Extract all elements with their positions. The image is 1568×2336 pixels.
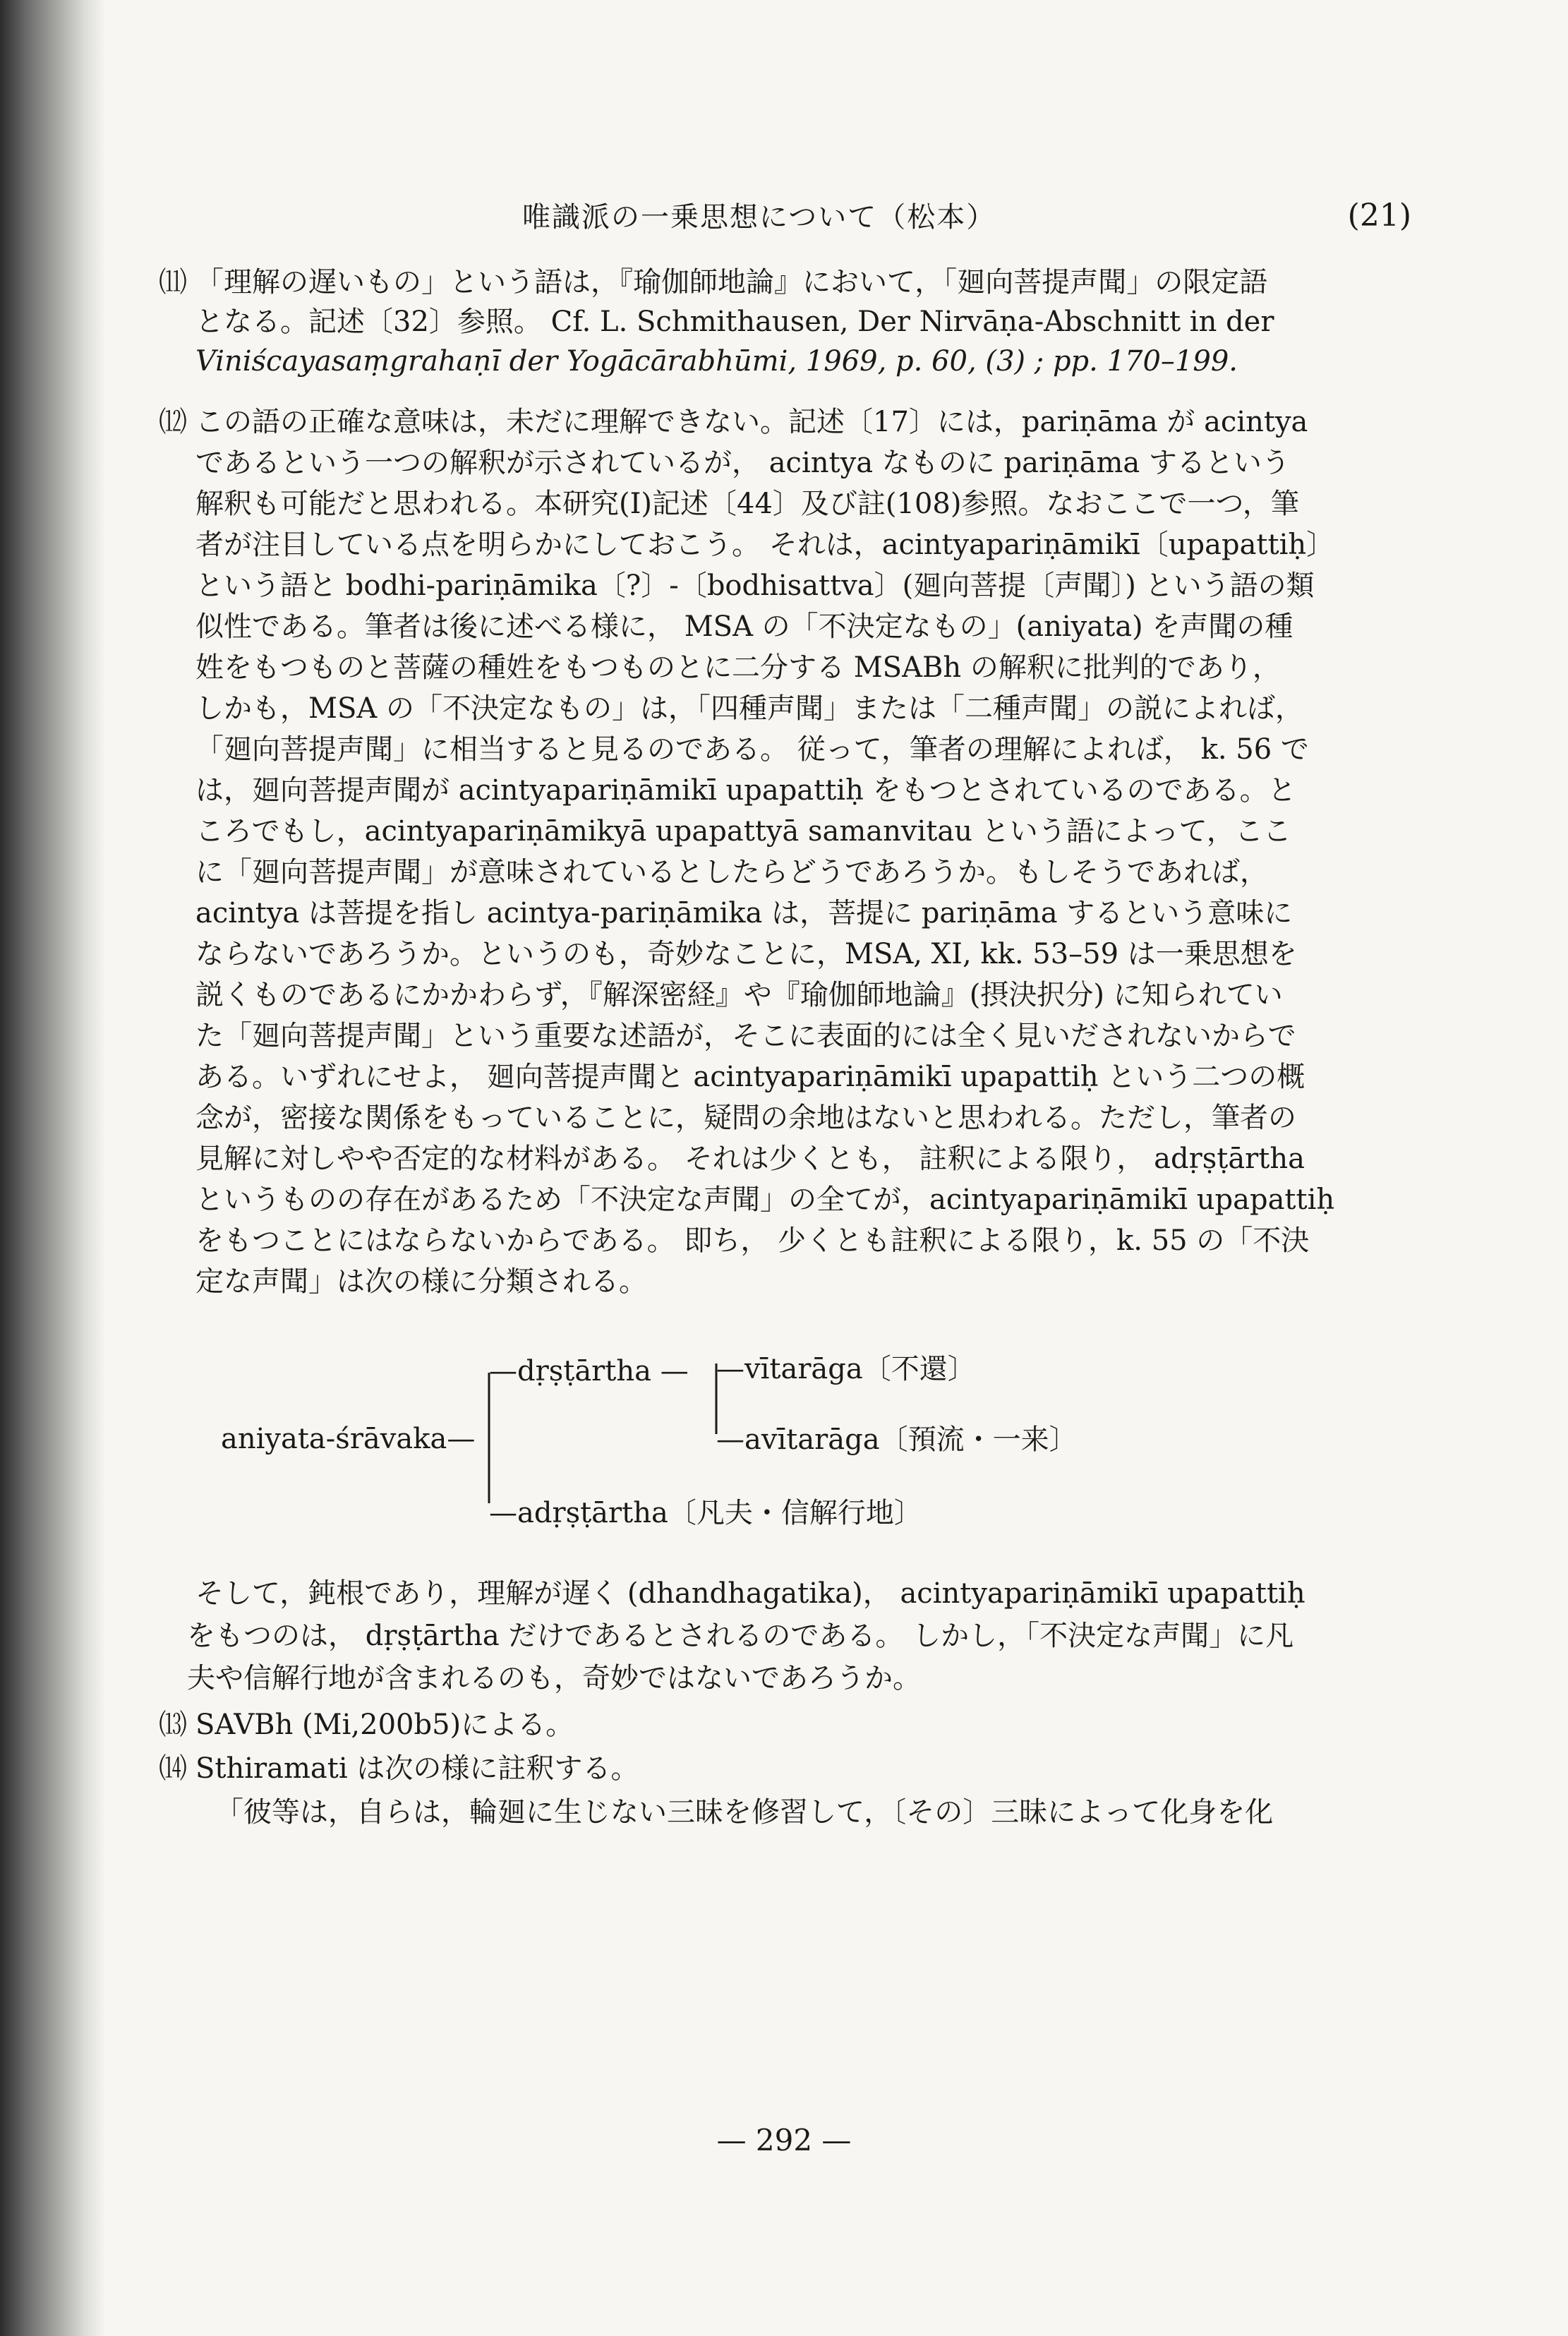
footnote-number: ⒁ <box>159 1752 187 1785</box>
page-header <box>494 185 1411 241</box>
footnote-number: ⑿ <box>159 406 187 438</box>
diagram-root: aniyata-śrāvaka— <box>221 1423 476 1455</box>
diagram-connectors <box>159 254 1415 1595</box>
diagram-branch: —dṛṣṭārtha — <box>489 1355 689 1387</box>
footnote-number: ⒀ <box>159 1709 187 1741</box>
scan-binding-shadow <box>0 0 106 2336</box>
page-tag: (21) <box>1347 198 1411 234</box>
page-number: — 292 — <box>716 2123 852 2157</box>
diagram-leaf: —vītarāga〔不還〕 <box>716 1353 976 1385</box>
diagram-branch: —adṛṣṭārtha〔凡夫・信解行地〕 <box>489 1497 922 1529</box>
footnote-number: ⑾ <box>159 266 187 299</box>
running-title: 唯識派の一乗思想について（松本） <box>522 201 996 234</box>
diagram-leaf: —avītarāga〔預流・一来〕 <box>716 1423 1078 1456</box>
